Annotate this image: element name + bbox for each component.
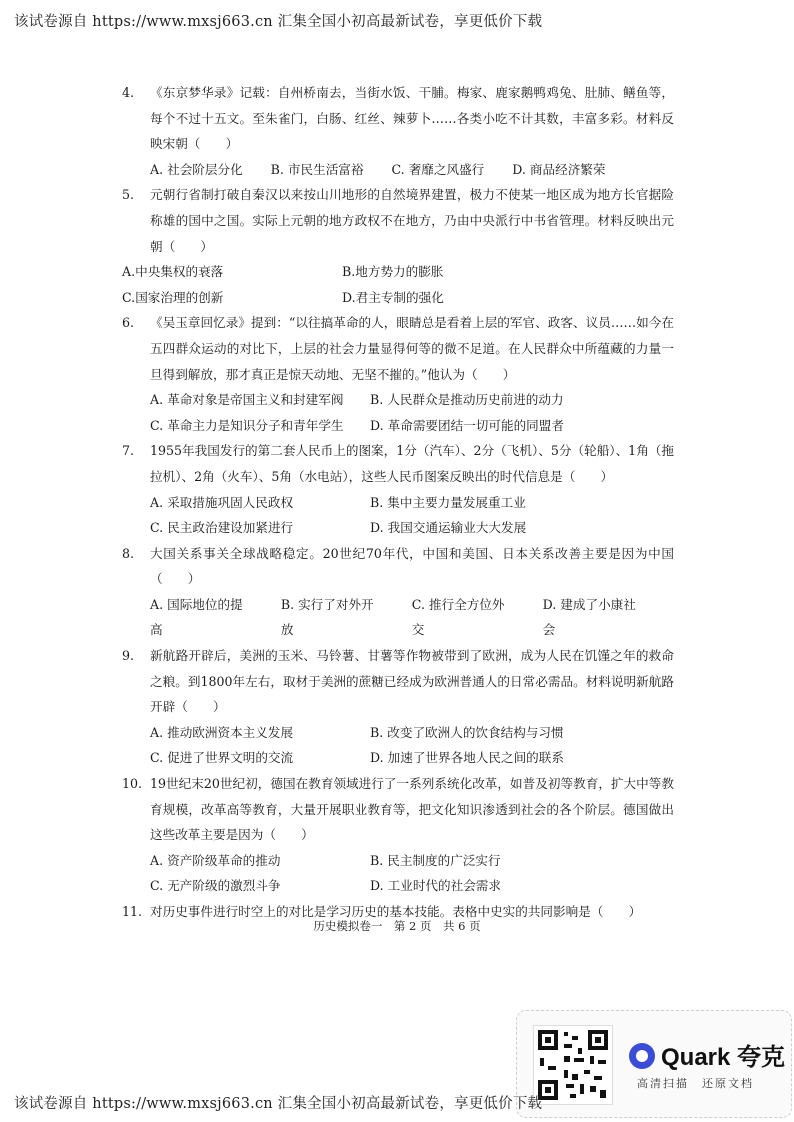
question-9 [122,643,674,720]
question-text: 1955年我国发行的第二套人民币上的图案，1分（汽车）、2分（飞机）、5分（轮船）、1角（拖拉机）、2角（火车）、5角（水电站），这些人民币图案反映出的时代信息是（ ） [150,443,674,484]
question-10 [122,771,674,848]
options-10 [122,848,674,899]
option-d: D. 工业时代的社会需求 [370,878,501,894]
question-number: 5. [122,187,135,203]
question-6 [122,310,674,387]
options-6 [122,387,674,438]
option-a: A. 推动欧洲资本主义发展 [150,724,294,740]
option-b: B.地方势力的膨胀 [342,264,444,280]
option-b: B. 改变了欧洲人的饮食结构与习惯 [370,724,564,740]
source-line-top: 该试卷源自 https://www.mxsj663.cn 汇集全国小初高最新试卷，享更低价下载 [14,14,543,30]
option-c: C. 奢靡之风盛行 [391,161,485,177]
question-text: 19世纪末20世纪初，德国在教育领域进行了一系列系统化改革，如普及初等教育，扩大中等教育规模，改革高等教育，大量开展职业教育等，把文化知识渗透到社会的各个阶层。德国做出这些改革主要是因为（ ） [150,776,674,843]
option-b: B. 民主制度的广泛实行 [370,852,501,868]
question-5 [122,182,674,259]
question-number: 8. [122,545,135,561]
question-number: 6. [122,315,135,331]
qr-code-icon [533,1025,613,1105]
option-d: D. 商品经济繁荣 [512,161,606,177]
option-c: C.国家治理的创新 [122,289,224,305]
question-number: 11. [122,904,143,919]
option-d: D. 加速了世界各地人民之间的联系 [370,750,564,766]
option-d: D. 革命需要团结一切可能的同盟者 [370,417,564,433]
option-c: C. 推行全方位外交 [411,596,505,638]
option-c: C. 革命主力是知识分子和青年学生 [150,417,344,433]
question-4 [122,80,674,157]
option-a: A. 革命对象是帝国主义和封建军阀 [150,392,344,408]
option-c: C. 促进了世界文明的交流 [150,750,294,766]
question-text: 《吴玉章回忆录》提到：“以往搞革命的人，眼睛总是看着上层的军官、政客、议员……如今在五四群众运动的对比下，上层的社会力量显得何等的微不足道。在人民群众中所蕴藏的力量一旦得到解放，那才真正是惊天动地、无坚不摧的。”他认为（ ） [150,315,674,382]
options-4 [122,157,674,183]
quark-logo-icon [629,1043,655,1069]
option-b: B. 集中主要力量发展重工业 [370,494,526,510]
option-a: A.中央集权的衰落 [122,264,224,280]
quark-brand-text: Quark 夸克 [661,1044,786,1071]
options-5 [122,259,674,310]
question-number: 10. [122,776,143,792]
option-c: C. 民主政治建设加紧进行 [150,520,294,536]
option-a: A. 采取措施巩固人民政权 [150,494,294,510]
source-line-bottom: 该试卷源自 https://www.mxsj663.cn 汇集全国小初高最新试卷，享更低价下载 [14,1096,543,1112]
option-d: D. 建成了小康社会 [542,596,636,638]
question-8 [122,541,674,592]
quark-watermark [516,1010,792,1118]
option-b: B. 人民群众是推动历史前进的动力 [370,392,564,408]
page-footer: 历史模拟卷一 第 2 页 共 6 页 [313,919,481,933]
option-d: D. 我国交通运输业大大发展 [370,520,527,536]
question-number: 9. [122,648,135,664]
option-a: A. 资产阶级革命的推动 [150,852,281,868]
question-number: 7. [122,443,135,459]
question-text: 大国关系事关全球战略稳定。20世纪70年代，中国和美国、日本关系改善主要是因为中国（ ） [150,545,674,587]
quark-slogan: 高清扫描 还原文档 [637,1077,754,1090]
option-b: B. 市民生活富裕 [270,161,364,177]
option-a: A. 社会阶层分化 [150,161,243,177]
question-text: 新航路开辟后，美洲的玉米、马铃薯、甘薯等作物被带到了欧洲，成为人民在饥馑之年的救命之粮。到1800年左右，取材于美洲的蔗糖已经成为欧洲普通人的日常必需品。材料说明新航路开辟（ ） [150,648,674,715]
option-d: D.君主专制的强化 [342,289,444,305]
question-number: 4. [122,85,135,100]
question-list [122,80,674,925]
option-c: C. 无产阶级的激烈斗争 [150,878,281,894]
question-text: 《东京梦华录》记载：自州桥南去，当街水饭、干脯。梅家、鹿家鹅鸭鸡兔、肚肺、鳝鱼等，每个不过十五文。至朱雀门，白肠、红丝、辣萝卜……各类小吃不计其数，丰富多彩。材料反映宋朝（ ） [150,85,674,152]
question-text: 对历史事件进行时空上的对比是学习历史的基本技能。表格中史实的共同影响是（ ） [150,904,642,919]
quark-brand [629,1037,785,1072]
question-text: 元朝行省制打破自秦汉以来按山川地形的自然境界建置，极力不使某一地区成为地方长官据险称雄的国中之国。实际上元朝的地方政权不在地方，乃由中央派行中书省管理。材料反映出元朝（ ） [150,187,674,254]
options-9 [122,720,674,771]
options-8 [122,592,674,643]
option-a: A. 国际地位的提高 [150,596,243,638]
options-7 [122,490,674,541]
option-b: B. 实行了对外开放 [280,596,374,638]
question-7 [122,438,674,489]
